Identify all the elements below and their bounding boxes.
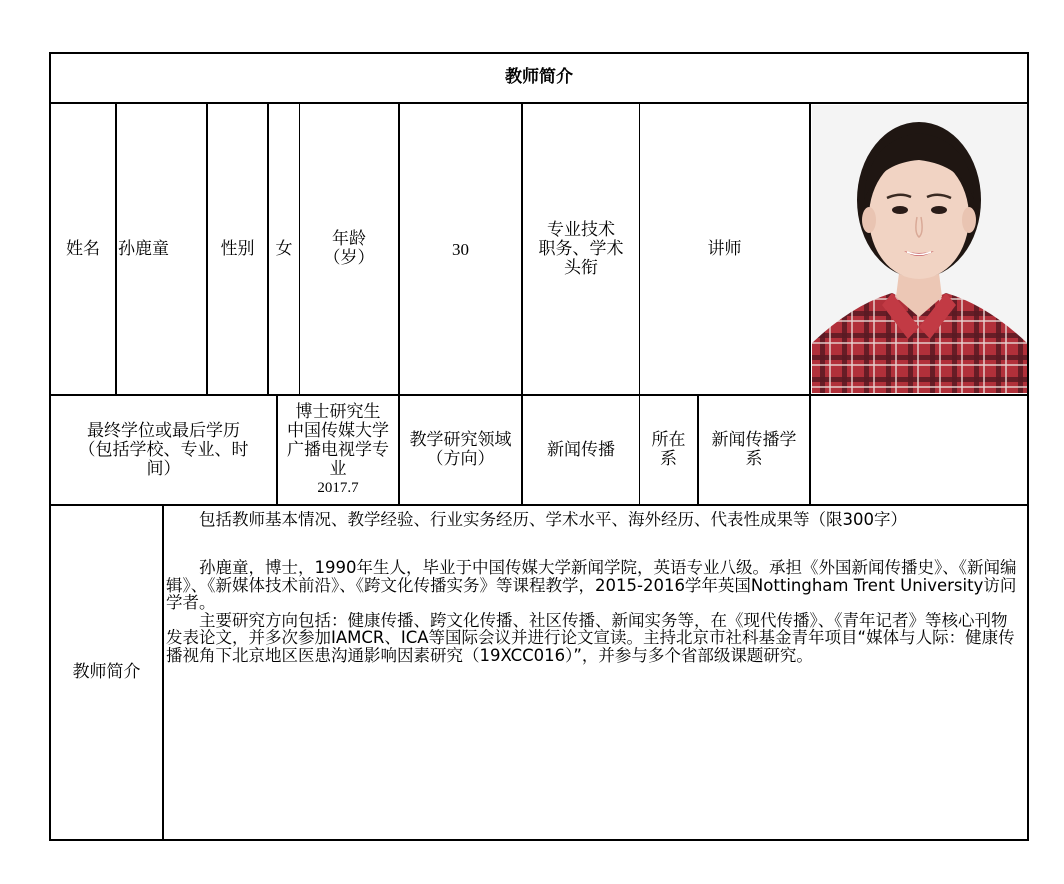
bio-paragraph: 主要研究方向包括：健康传播、跨文化传播、社区传播、新闻实务等，在《现代传播》、《青年记者》等核心刊物发表论文，并多次参加IAMCR、ICA等国际会议并进行论文宣读。主持北京市社科基金青年项目“媒体与人际：健康传播视角下北京地区医患沟通影响因素研究（19XCC016）”，并参与多个省部级课题研究。: [166, 610, 1015, 665]
col-divider: [809, 395, 811, 505]
degree-label-line: 最终学位或最后学历: [87, 420, 240, 441]
research-label-line: 教学研究领域: [409, 430, 512, 450]
dept-label-line: 所在: [651, 430, 686, 450]
bio-paragraph: 孙鹿童，博士，1990年生人，毕业于中国传媒大学新闻学院，英语专业八级。承担《外国新闻传播史》、《新闻编辑》、《新媒体技术前沿》、《跨文化传播实务》等课程教学，2015-2016学年英国Nottingham Trent University访问学者。: [166, 558, 1017, 612]
degree-value: [278, 396, 398, 504]
col-divider: [809, 103, 811, 395]
age-label: [300, 104, 398, 394]
title-label: [523, 104, 639, 394]
gender-value: 女: [275, 238, 293, 259]
dept-value: [699, 396, 809, 504]
age-label-line: （岁）: [323, 248, 375, 268]
bio-content: [166, 559, 1023, 664]
gender-label: 性别: [220, 238, 255, 259]
title-label-line: 专业技术: [547, 219, 615, 240]
research-label-line: （方向）: [426, 449, 495, 469]
degree-label-line: （包括学校、专业、时: [78, 439, 249, 460]
dept-value-line: 系: [745, 449, 763, 469]
name-label: 姓名: [66, 238, 100, 259]
col-divider: [162, 505, 164, 841]
degree-label: [51, 396, 276, 504]
age-value: 30: [452, 239, 469, 259]
bio-instruction: 包括教师基本情况、教学经验、行业实务经历、学术水平、海外经历、代表性成果等（限300字）: [199, 510, 907, 529]
name-value: 孙鹿童: [118, 238, 169, 259]
table-title: 教师简介: [505, 67, 573, 87]
degree-label-line: 间）: [146, 458, 181, 479]
bio-label: 教师简介: [72, 662, 141, 682]
degree-value-line: 业: [329, 458, 347, 479]
title-label-line: 职务、学术: [538, 238, 624, 259]
row-divider: [49, 504, 1029, 506]
dept-label-line: 系: [660, 449, 677, 469]
title-label-line: 头衔: [564, 257, 598, 278]
table-border-bottom: [49, 839, 1029, 841]
degree-value-line: 广播电视学专: [287, 439, 389, 460]
teacher-photo: [812, 105, 1027, 393]
degree-value-line: 博士研究生: [295, 401, 381, 422]
research-label: [400, 396, 521, 504]
dept-value-line: 新闻传播学: [711, 430, 797, 450]
table-border-right: [1027, 52, 1029, 841]
degree-date: 2017.7: [317, 479, 359, 496]
research-value: 新闻传播: [547, 439, 615, 460]
dept-label: [640, 396, 697, 504]
teacher-profile-table: [49, 52, 1029, 841]
age-label-line: 年龄: [332, 229, 366, 249]
degree-value-line: 中国传媒大学: [287, 420, 389, 441]
portrait-image: [812, 105, 1027, 393]
title-value: 讲师: [707, 238, 742, 259]
